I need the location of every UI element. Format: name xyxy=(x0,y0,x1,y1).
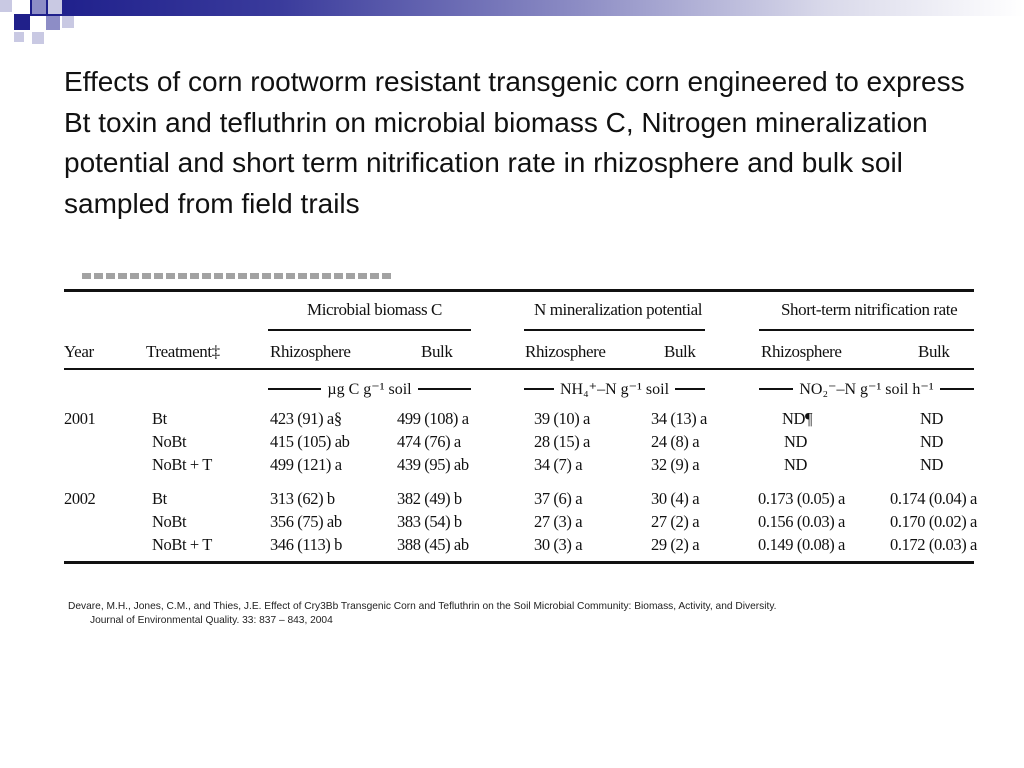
cell-value: 37 (6) a xyxy=(534,489,583,508)
col-header-bulk: Bulk xyxy=(918,342,950,361)
decor-square xyxy=(0,0,12,12)
cell-value: 499 (108) a xyxy=(397,409,469,428)
cell-value: 0.174 (0.04) a xyxy=(890,489,977,508)
cell-value: 24 (8) a xyxy=(651,432,700,451)
group-underline xyxy=(524,329,705,331)
data-table xyxy=(64,272,976,568)
cell-value: ND¶ xyxy=(782,409,813,428)
cell-value: ND xyxy=(920,455,944,474)
decor-square xyxy=(14,32,24,42)
cell-value: 383 (54) b xyxy=(397,512,462,531)
cell-value: 382 (49) b xyxy=(397,489,462,508)
unit-dash xyxy=(759,388,793,390)
decor-square xyxy=(48,0,62,14)
unit-dash xyxy=(268,388,321,390)
cell-value: 423 (91) a§ xyxy=(270,409,342,428)
cell-value: 34 (13) a xyxy=(651,409,707,428)
cell-treatment: Bt xyxy=(152,489,167,508)
cell-value: 34 (7) a xyxy=(534,455,583,474)
decor-square xyxy=(32,0,46,14)
unit-label: NO₂⁻–N g⁻¹ soil h⁻¹ xyxy=(799,381,934,398)
cell-value: 32 (9) a xyxy=(651,455,700,474)
citation xyxy=(68,600,968,628)
cell-value: ND xyxy=(920,432,944,451)
cell-value: 29 (2) a xyxy=(651,535,700,554)
cell-value: 0.156 (0.03) a xyxy=(758,512,845,531)
cell-value: ND xyxy=(784,432,808,451)
cell-value: 30 (4) a xyxy=(651,489,700,508)
decor-square xyxy=(46,16,60,30)
unit-dash xyxy=(940,388,974,390)
decor-square xyxy=(32,32,44,44)
unit-dash xyxy=(418,388,471,390)
table-header-rule xyxy=(64,368,974,370)
cell-value: 0.173 (0.05) a xyxy=(758,489,845,508)
cell-year: 2002 xyxy=(64,489,96,508)
group-underline xyxy=(759,329,974,331)
cell-value: ND xyxy=(784,455,808,474)
cell-value: 346 (113) b xyxy=(270,535,342,554)
cell-value: 415 (105) ab xyxy=(270,432,350,451)
cell-value: 28 (15) a xyxy=(534,432,590,451)
col-header-bulk: Bulk xyxy=(664,342,696,361)
col-header-rhizosphere: Rhizosphere xyxy=(525,342,606,361)
slide-title: Effects of corn rootworm resistant transgenic corn engineered to express Bt toxin and tefluthrin on microbial biomass C, Nitrogen mineralization potential and short term nitrification rate in rhizosphere and bulk soil sampled from field trails xyxy=(64,66,965,219)
cell-year: 2001 xyxy=(64,409,96,428)
cell-value: 474 (76) a xyxy=(397,432,461,451)
col-header-rhizosphere: Rhizosphere xyxy=(270,342,351,361)
col-header-year: Year xyxy=(64,342,94,361)
cell-value: 388 (45) ab xyxy=(397,535,469,554)
group-header-nitrification: Short-term nitrification rate xyxy=(781,300,958,319)
cell-value: 0.149 (0.08) a xyxy=(758,535,845,554)
cell-value: 27 (3) a xyxy=(534,512,583,531)
unit-row xyxy=(524,379,705,399)
col-header-bulk: Bulk xyxy=(421,342,453,361)
cell-value: 39 (10) a xyxy=(534,409,590,428)
group-header-n-mineralization: N mineralization potential xyxy=(534,300,703,319)
cell-value: 27 (2) a xyxy=(651,512,700,531)
unit-label: NH₄⁺–N g⁻¹ soil xyxy=(559,381,670,398)
cell-value: 439 (95) ab xyxy=(397,455,469,474)
citation-line: Journal of Environmental Quality. 33: 837 – 843, 2004 xyxy=(90,615,333,626)
table-top-rule xyxy=(64,289,974,292)
decor-square xyxy=(62,16,74,28)
cell-value: 30 (3) a xyxy=(534,535,583,554)
cell-value: 356 (75) ab xyxy=(270,512,342,531)
cell-treatment: NoBt + T xyxy=(152,535,212,554)
unit-row xyxy=(759,379,974,399)
unit-dash xyxy=(675,388,705,390)
col-header-rhizosphere: Rhizosphere xyxy=(761,342,842,361)
cell-treatment: NoBt xyxy=(152,432,187,451)
unit-row xyxy=(268,379,471,399)
citation-line: Devare, M.H., Jones, C.M., and Thies, J.E. Effect of Cry3Bb Transgenic Corn and Tefluthrin on the Soil Microbial Community: Biomass, Activity, and Diversity. xyxy=(68,601,777,612)
header-gradient-bar xyxy=(30,0,1024,16)
unit-label: µg C g⁻¹ soil xyxy=(327,381,412,398)
header-decoration xyxy=(0,0,1024,46)
table-caption-scan xyxy=(82,273,392,279)
group-underline xyxy=(268,329,471,331)
table-bottom-rule xyxy=(64,561,974,564)
cell-treatment: Bt xyxy=(152,409,167,428)
cell-value: 313 (62) b xyxy=(270,489,335,508)
decor-square xyxy=(14,14,30,30)
cell-value: ND xyxy=(920,409,944,428)
col-header-treatment: Treatment‡ xyxy=(146,342,220,361)
cell-treatment: NoBt xyxy=(152,512,187,531)
cell-treatment: NoBt + T xyxy=(152,455,212,474)
cell-value: 499 (121) a xyxy=(270,455,342,474)
cell-value: 0.170 (0.02) a xyxy=(890,512,977,531)
unit-dash xyxy=(524,388,554,390)
cell-value: 0.172 (0.03) a xyxy=(890,535,977,554)
group-header-microbial-biomass: Microbial biomass C xyxy=(307,300,442,319)
